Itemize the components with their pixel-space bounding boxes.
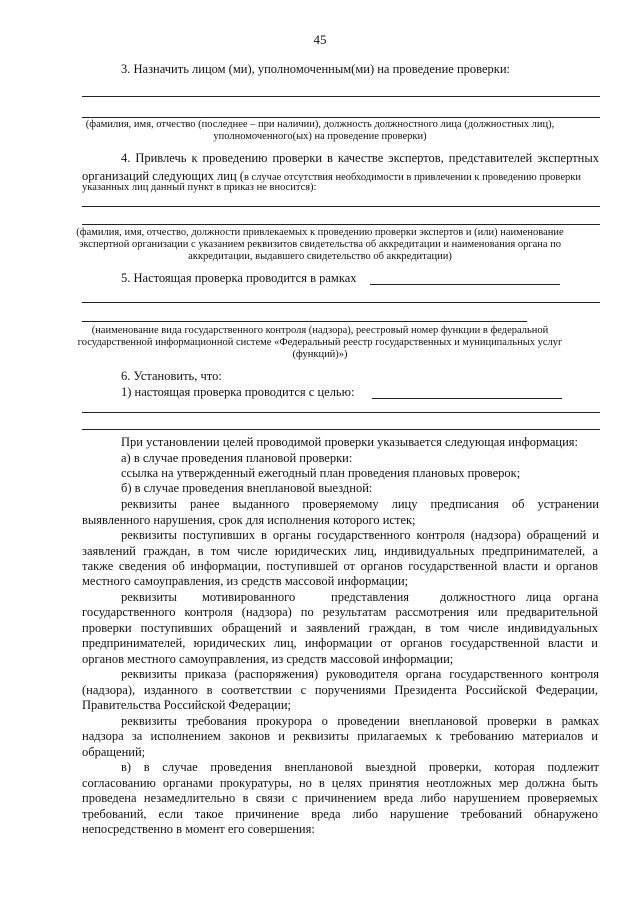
item-3-caption: (фамилия, имя, отчество (последнее – при наличии), должность должностного лица (должностных лиц), [85,119,555,130]
body-line: б) в случае проведения внеплановой выездной: [121,481,373,495]
body-line: (надзора), изданного в соответствии с поручениями Президента Российской Федерации, [82,683,598,697]
fill-line [82,117,600,118]
body-word: представления [331,590,410,604]
body-line: реквизиты ранее выданного проверяемому лицу предписания об устранении [121,497,599,511]
fill-line [82,224,600,225]
fill-line [82,302,600,303]
body-line: реквизиты требования прокурора о проведении внеплановой проверки в рамках [121,714,599,728]
item-4-line: 4. Привлечь к проведению проверки в качестве экспертов, представителей экспертных [121,151,599,165]
body-line: в) в случае проведения внеплановой выездной проверки, которая подлежит [121,760,599,774]
fill-line [82,321,527,322]
item-5-text: 5. Настоящая проверка проводится в рамках [121,271,357,285]
body-word: мотивированного [202,590,296,604]
item-3-text: 3. Назначить лицом (ми), уполномоченным(ми) на проведение проверки: [121,62,511,76]
body-line: надзора за исполнением законов и реквизиты прилагаемых к требованию материалов и [82,729,598,743]
item-5-caption: (функций)») [292,349,348,360]
body-line: требований, если такое причинение вреда либо нарушение требований обнаружено [82,807,598,821]
body-line: непосредственно в момент его совершения: [82,822,315,836]
item-6-text: 6. Установить, что: [121,369,222,383]
item-4-caption: (фамилия, имя, отчество, должности привлекаемых к проведению проверки экспертов и (или) наименование [76,227,564,238]
body-word: лица [526,590,552,604]
item-6-goal: 1) настоящая проверка проводится с целью: [121,385,355,399]
body-word: органа [563,590,599,604]
item-4-note: указанных лиц данный пункт в приказ не вносится): [82,182,317,193]
fill-line [82,96,600,97]
item-4-text: организаций следующих лиц ( [82,169,244,183]
body-word: реквизиты [121,590,177,604]
body-line: ссылка на утвержденный ежегодный план проведения плановых проверок; [121,466,521,480]
body-line: проведена незамедлительно в связи с причинением вреда либо нарушением проверяемых [82,791,598,805]
body-line: государственного контроля (надзора) по результатам рассмотрения или предварительной [82,605,598,619]
item-4-caption: экспертной организации с указанием реквизитов свидетельства об аккредитации и наименования органа по [78,239,562,250]
item-4-caption: аккредитации, выдавшего свидетельство об аккредитации) [188,251,452,262]
body-line: также сведения об информации, поступившей от органов государственной власти и органов [82,559,598,573]
fill-line [82,429,600,430]
body-line: При установлении целей проводимой проверки указывается следующая информация: [121,435,578,449]
fill-line [370,284,560,285]
fill-line [82,412,600,413]
fill-line [82,206,600,207]
body-line: а) в случае проведения плановой проверки: [121,451,353,465]
body-line: согласованию органами прокуратуры, но в целях принятия неотложных мер должна быть [82,776,598,790]
page-number: 45 [313,32,327,47]
body-line: органов местного самоуправления, из средств массовой информации; [82,652,454,666]
body-line: реквизиты приказа (распоряжения) руководителя органа государственного контроля [121,667,599,681]
item-4-note: в случае отсутствия необходимости в привлечении к проведению проверки [243,172,581,183]
body-word: должностного [440,590,516,604]
body-line: местного самоуправления, из средств массовой информации; [82,574,409,588]
item-3-caption: уполномоченного(ых) на проведение проверки) [213,131,427,142]
item-5-caption: (наименование вида государственного контроля (надзора), реестровый номер функции в федеральной [91,325,549,336]
body-line: заявлений граждан, в том числе юридических лиц, индивидуальных предпринимателей, а [82,544,598,558]
item-5-caption: государственной информационной системе «Федеральный реестр государственных и муниципальных услуг [77,337,563,348]
body-line: реквизиты поступивших в органы государственного контроля (надзора) обращений и [121,528,599,542]
body-line: выявленного нарушения, срок для исполнения которого истек; [82,513,416,527]
body-line: проверки поступивших обращений и заявлений граждан, в том числе индивидуальных [82,621,598,635]
fill-line [372,398,562,399]
body-line: обращений; [82,745,146,759]
body-line: Правительства Российской Федерации; [82,698,292,712]
body-line: предпринимателей, юридических лиц, информации от органов государственной власти и [82,636,598,650]
